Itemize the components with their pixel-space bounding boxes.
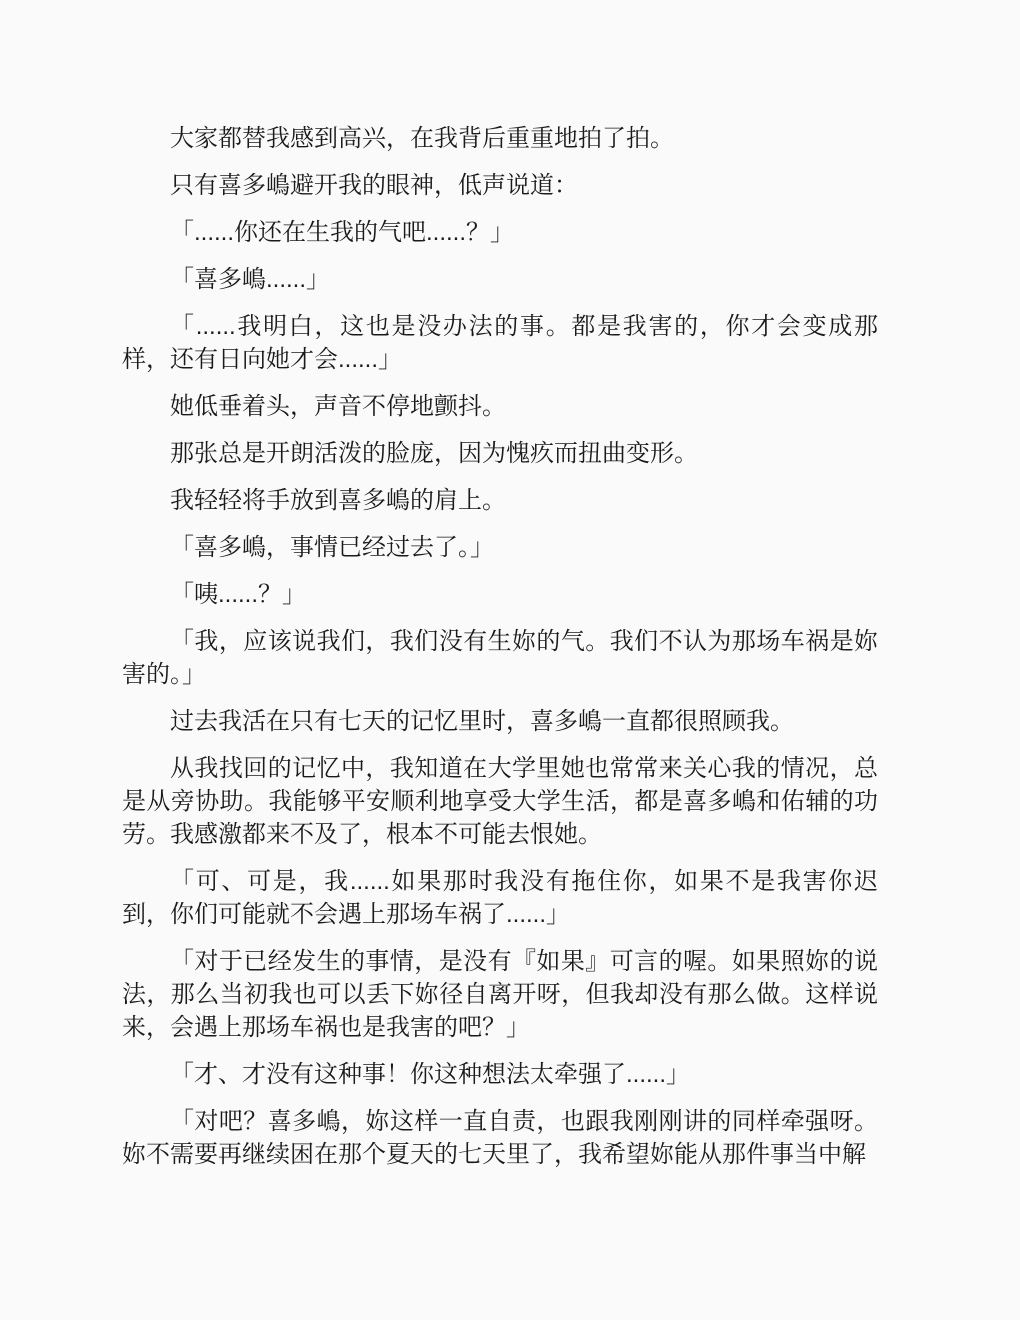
paragraph: 从我找回的记忆中，我知道在大学里她也常常来关心我的情况，总是从旁协助。我能够平安顺利地享受大学生活，都是喜多嶋和佑辅的功劳。我感激都来不及了，根本不可能去恨她。 [122,755,878,848]
paragraph: 只有喜多嶋避开我的眼神，低声说道： [170,172,578,199]
paragraph: 她低垂着头，声音不停地颤抖。 [170,393,506,420]
paragraph: 「我，应该说我们，我们没有生妳的气。我们不认为那场车祸是妳害的。」 [122,628,878,688]
paragraph: 「咦......？」 [170,581,307,608]
paragraph: 「对吧？喜多嶋，妳这样一直自责，也跟我刚刚讲的同样牵强呀。妳不需要再继续困在那个夏天的七天里了，我希望妳能从那件事当中解 [122,1108,878,1168]
paragraph: 「对于已经发生的事情，是没有『如果』可言的喔。如果照妳的说法，那么当初我也可以丢下妳径自离开呀，但我却没有那么做。这样说来，会遇上那场车祸也是我害的吧？」 [122,948,878,1041]
paragraph: 「......我明白，这也是没办法的事。都是我害的，你才会变成那样，还有日向她才会......」 [122,313,878,373]
paragraph: 过去我活在只有七天的记忆里时，喜多嶋一直都很照顾我。 [170,708,794,735]
paragraph: 大家都替我感到高兴，在我背后重重地拍了拍。 [170,125,674,152]
paragraph: 「才、才没有这种事！你这种想法太牵强了......」 [170,1061,691,1088]
paragraph: 「喜多嶋......」 [170,266,331,293]
paragraph: 「可、可是，我......如果那时我没有拖住你，如果不是我害你迟到，你们可能就不会遇上那场车祸了......」 [122,868,878,928]
paragraph: 我轻轻将手放到喜多嶋的肩上。 [170,487,506,514]
paragraph: 「......你还在生我的气吧......？」 [170,219,515,246]
paragraph: 那张总是开朗活泼的脸庞，因为愧疚而扭曲变形。 [170,440,698,467]
paragraph: 「喜多嶋，事情已经过去了。」 [170,534,494,561]
novel-text-block [122,122,878,1185]
